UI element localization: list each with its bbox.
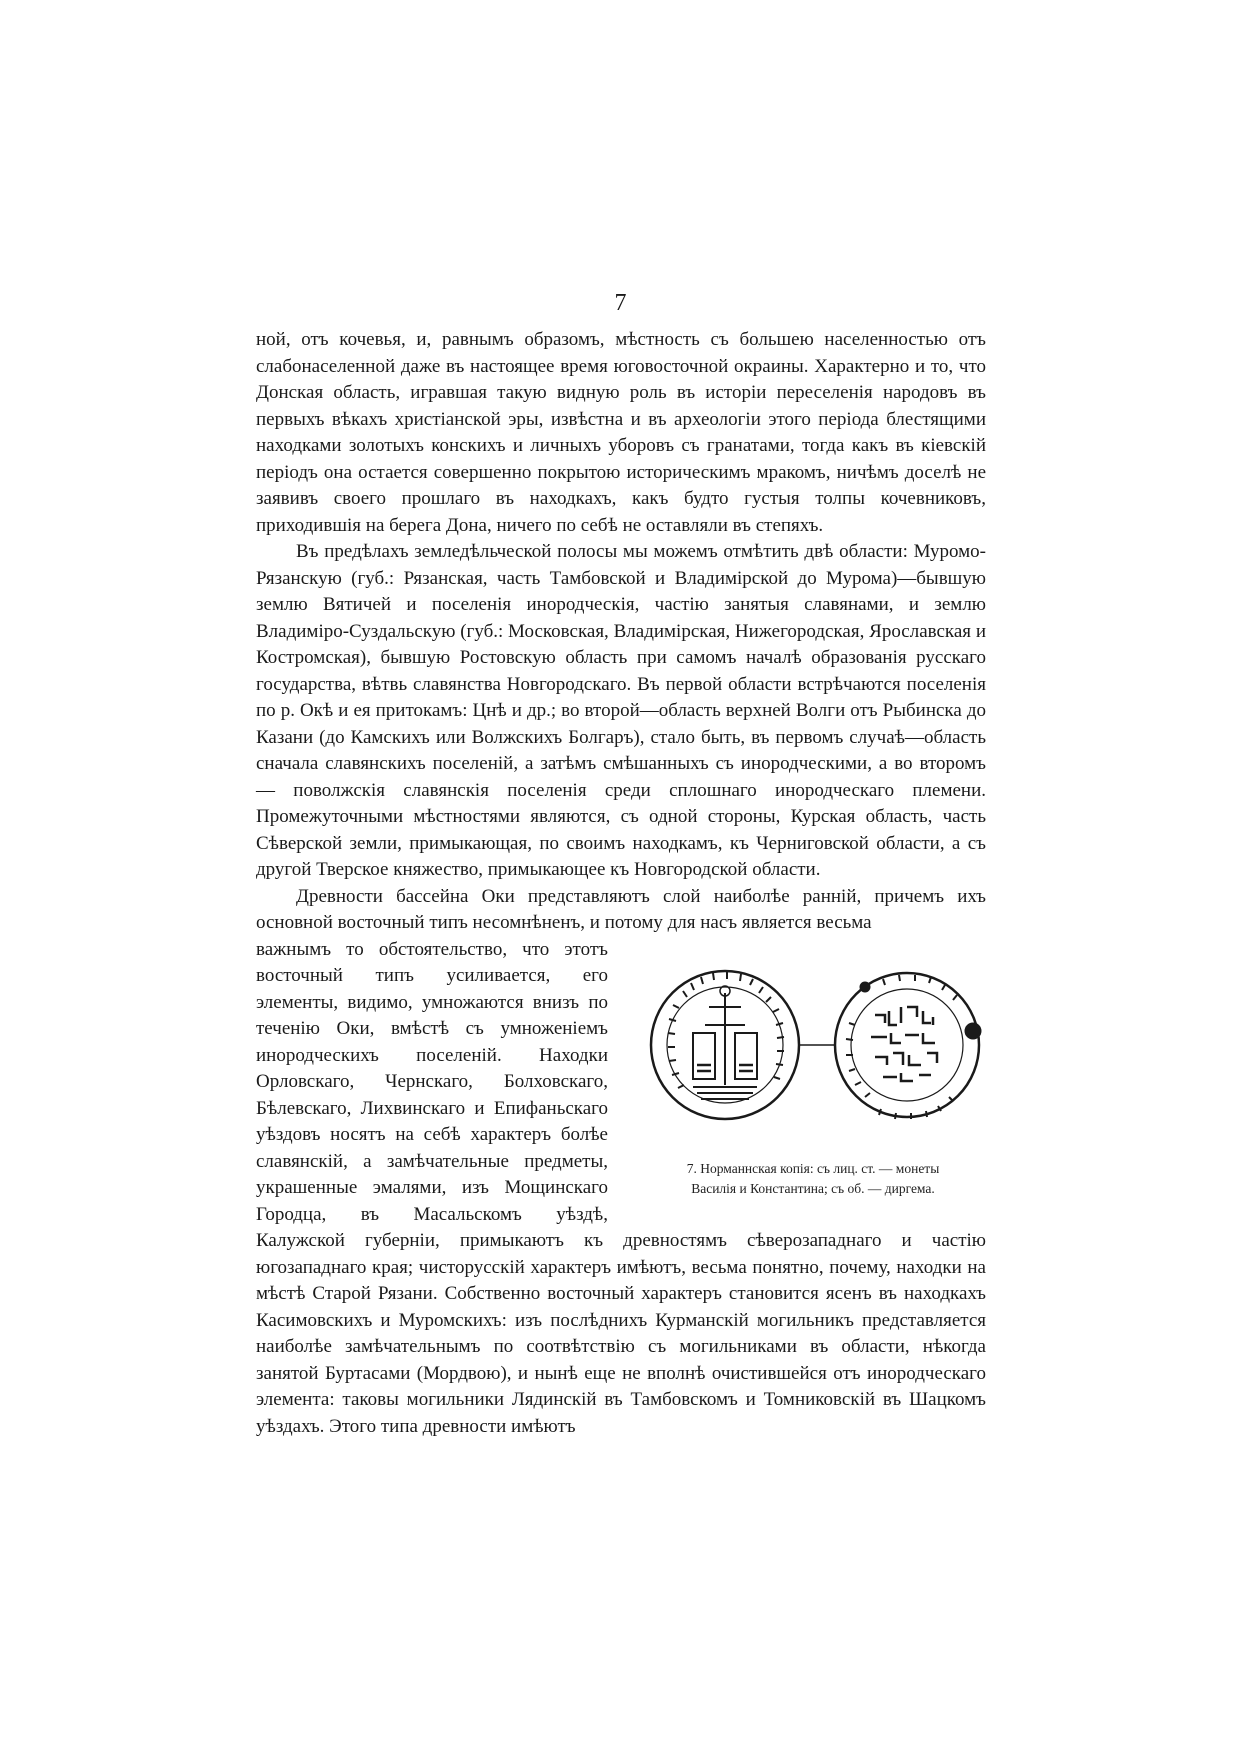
figure-caption: [628, 1159, 998, 1199]
coin-illustration: [643, 945, 983, 1155]
paragraph-3-continued: важнымъ то обстоятельство, что этотъ восточный типъ усиливается, его элементы, видимо, умножаются внизъ по теченію Оки, вмѣстѣ съ умноженіемъ инородческихъ поселеній. Находки Орловскаго, Чернскаго, Болховскаго, Бѣлевскаго, Лихвинскаго и Епифаньскаго уѣздовъ носятъ на себѣ характеръ болѣе славянскій, а замѣчательные предметы, украшенные эмалями, изъ Мощинскаго Городца, въ Масальскомъ уѣздѣ, Калужской губерніи, примыкаютъ къ древностямъ сѣверозападнаго и частію югозападнаго края; чисторусскій характеръ имѣютъ, весьма понятно, почему, находки на мѣстѣ Старой Рязани. Собственно восточный характеръ становится ясенъ въ находкахъ Касимовскихъ и Муромскихъ: изъ послѣднихъ Курманскій могильникъ представляется наиболѣе замѣчательнымъ по соотвѣтствію съ могильниками въ области, нѣкогда занятой Буртасами (Мордвою), и нынѣ еще не вполнѣ очистившейся отъ инородческаго элемента: таковы могильники Лядинскій въ Тамбовскомъ и Томниковскій въ Шацкомъ уѣздахъ. Этого типа древности имѣютъ: [256, 938, 986, 1437]
coin-obverse-image: [651, 971, 799, 1119]
paragraph-1: ной, отъ кочевья, и, равнымъ образомъ, мѣстность съ большею населенностью отъ слабонаселенной даже въ настоящее время юговосточной окраины. Характерно и то, что Донская область, игравшая такую видную роль въ исторіи переселенія народовъ въ первыхъ вѣкахъ христіанской эры, извѣстна и въ археологіи этого періода блестящими находками золотыхъ конскихъ и личныхъ уборовъ съ гранатами, тогда какъ въ кіевскій періодъ она остается совершенно покрытою историческимъ мракомъ, ничѣмъ доселѣ не заявивъ своего прошлаго въ находкахъ, какъ будто густыя толпы кочевниковъ, приходившія на берега Дона, ничего по себѣ не оставляли въ степяхъ.: [256, 329, 986, 536]
paragraph-3: Древности бассейна Оки представляютъ слой наиболѣе ранній, причемъ ихъ основной восточный типъ несомнѣненъ, и потому для насъ является весьма: [256, 885, 986, 933]
page-number: 7: [614, 290, 627, 316]
figure-caption-line-2: Василія и Константина; съ об. — диргема.: [691, 1180, 935, 1196]
body-text: [256, 327, 986, 1440]
paragraph-2: Въ предѣлахъ земледѣльческой полосы мы можемъ отмѣтить двѣ области: Муромо-Рязанскую (губ.: Рязанская, часть Тамбовской и Владимірской до Мурома)—бывшую землю Вятичей и поселенія инородческія, частію занятыя славянами, и землю Владиміро-Суздальскую (губ.: Московская, Владимірская, Нижегородская, Ярославская и Костромская), бывшую Ростовскую область при самомъ началѣ образованія русскаго государства, вѣтвь славянства Новгородскаго. Въ первой области встрѣчаются поселенія по р. Окѣ и ея притокамъ: Цнѣ и др.; во второй—область верхней Волги отъ Рыбинска до Казани (до Камскихъ или Волжскихъ Болгаръ), стало быть, въ первомъ случаѣ—область сначала славянскихъ поселеній, а затѣмъ смѣшанныхъ съ инородческими, а во второмъ — поволжскія славянскія поселенія среди сплошнаго инородческаго племени. Промежуточными мѣстностями являются, съ одной стороны, Курская область, часть Сѣверской земли, примыкающая, по своимъ находкамъ, къ Черниговской области, а съ другой Тверское княжество, примыкающее къ Новгородской области.: [256, 541, 986, 880]
figure-caption-line-1: 7. Норманнская копія: съ лиц. ст. — монеты: [686, 1160, 940, 1176]
coin-reverse-image: [835, 973, 981, 1119]
coin-figure: [628, 945, 998, 1207]
